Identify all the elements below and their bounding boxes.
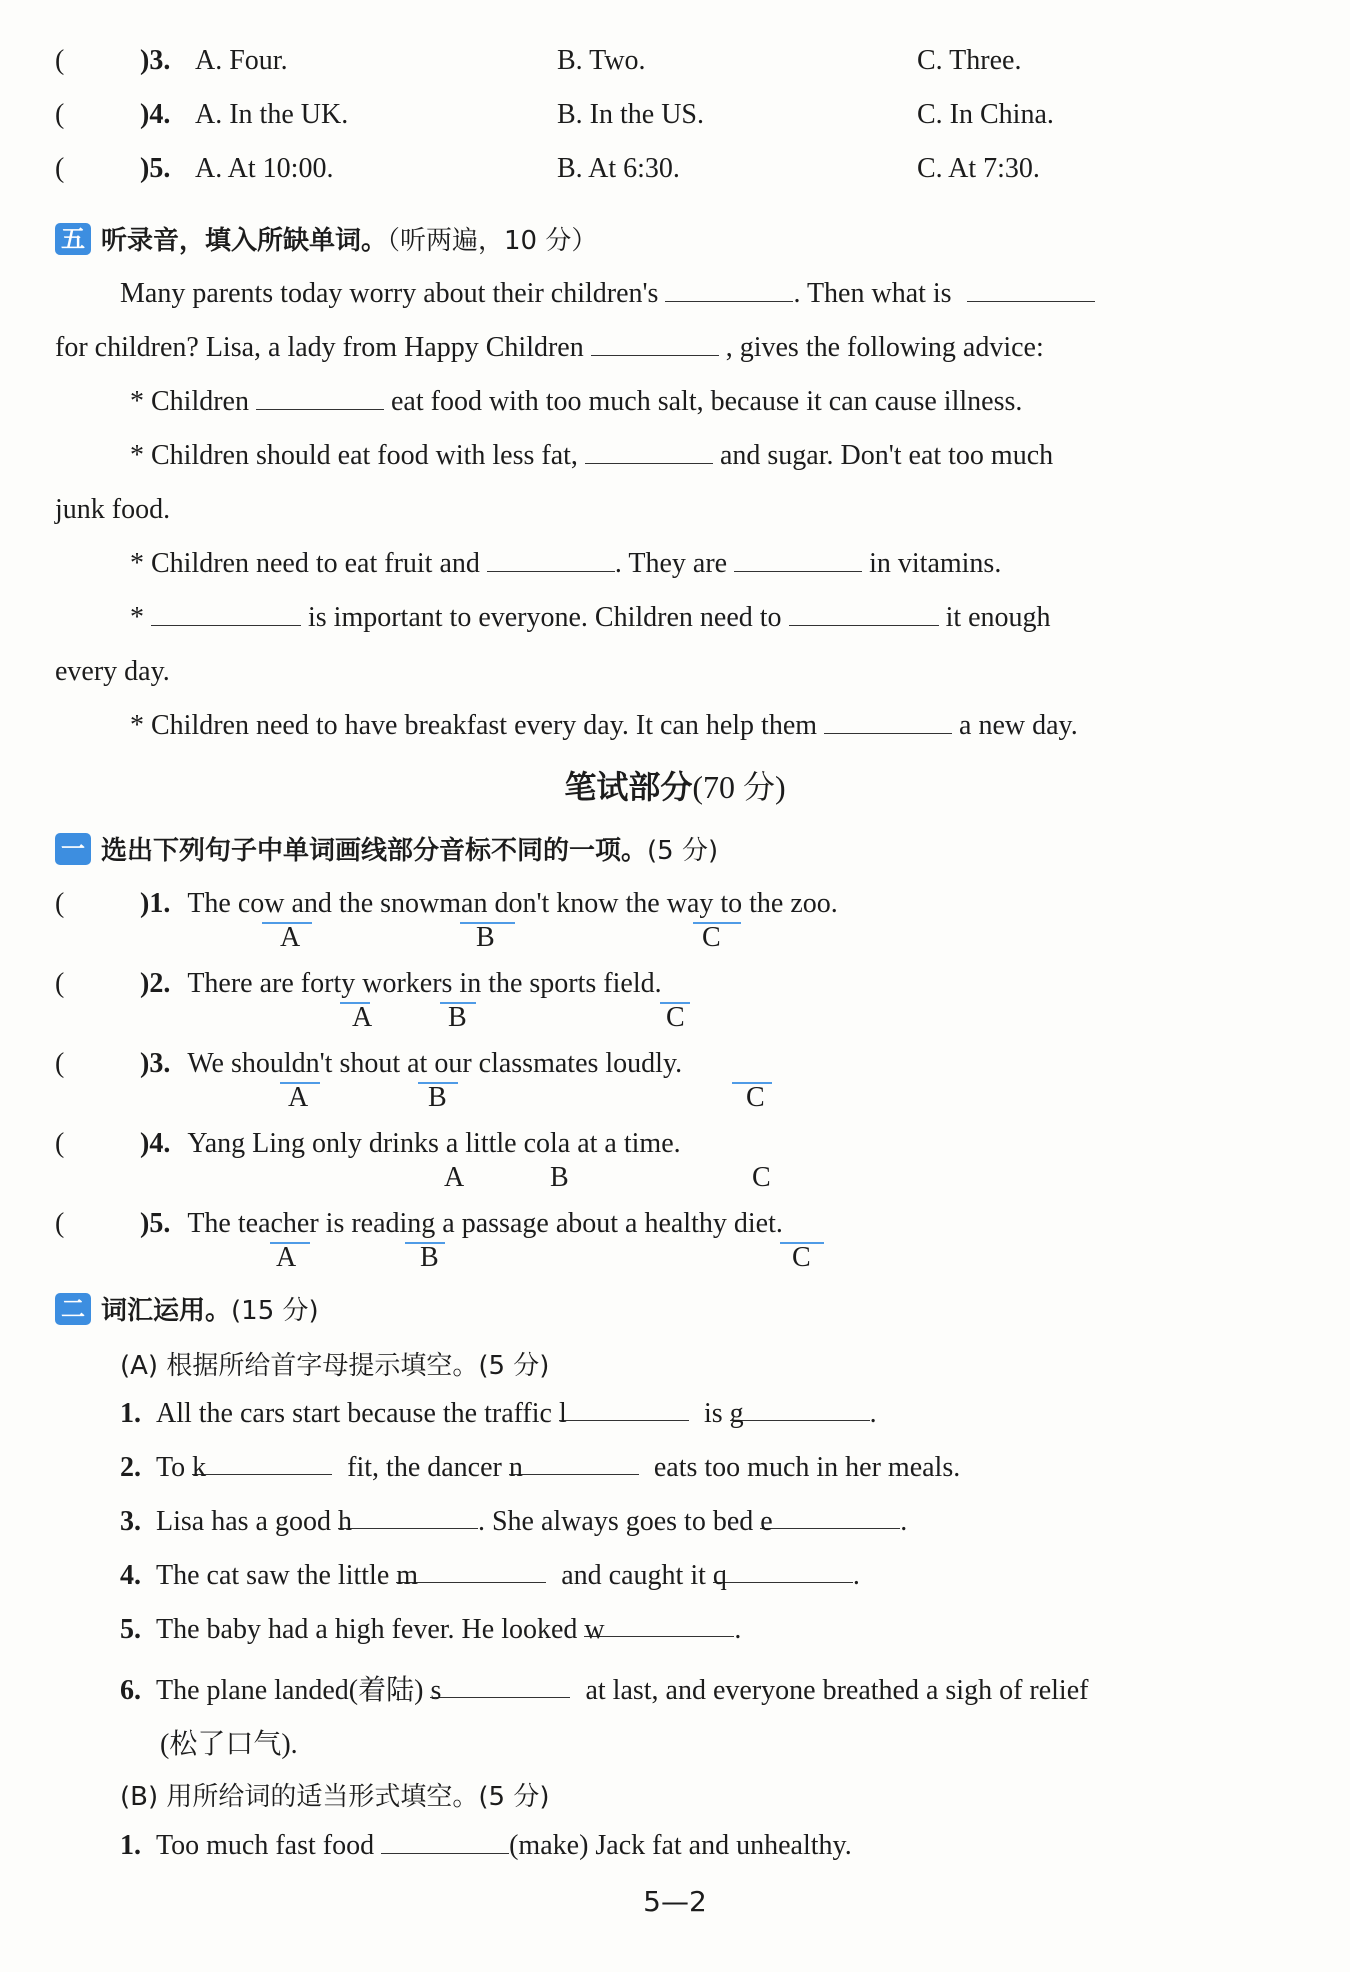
- answer-blank[interactable]: [396, 1560, 546, 1591]
- item-text: .: [869, 1398, 877, 1429]
- item-text: The baby had a high fever. He looked: [156, 1614, 578, 1645]
- phonetic-item-5: [55, 1208, 783, 1240]
- vocab-item-5: [120, 1614, 741, 1646]
- section-points: (5 分): [647, 836, 719, 866]
- choice-label-c: C: [752, 1162, 771, 1193]
- item-number: )4.: [140, 1128, 171, 1159]
- option-c: C. In China.: [917, 99, 1054, 130]
- answer-blank[interactable]: [487, 549, 615, 572]
- passage-text: . They are: [614, 548, 728, 579]
- section-title: 选出下列句子中单词画线部分音标不同的一项。: [101, 836, 648, 866]
- item-sentence: There are forty workers in the sports field.: [187, 968, 662, 999]
- hint-letter: s: [430, 1675, 442, 1706]
- item-number: 2.: [120, 1452, 141, 1483]
- passage-line-2: [55, 332, 1044, 364]
- answer-blank[interactable]: [734, 549, 862, 572]
- option-c: C. Three.: [917, 45, 1022, 76]
- item-sentence: We shouldn't shout at our classmates loudly.: [187, 1048, 683, 1079]
- phonetic-item-4: [55, 1128, 681, 1160]
- passage-text: eat food with too much salt, because it can cause illness.: [391, 386, 1023, 417]
- item-text: fit, the dancer: [347, 1452, 502, 1483]
- hint-letter: q: [712, 1560, 727, 1591]
- part-b-text: (B) 用所给词的适当形式填空。: [120, 1782, 479, 1812]
- phonetic-item-3: [55, 1048, 682, 1080]
- vocab-item-2: [120, 1452, 960, 1484]
- passage-text: a new day.: [959, 710, 1078, 741]
- item-sentence: Yang Ling only drinks a little cola at a time.: [187, 1128, 681, 1159]
- answer-paren: (: [55, 99, 65, 130]
- hint-letter: n: [508, 1452, 523, 1483]
- passage-text: and sugar. Don't eat too much: [719, 440, 1054, 471]
- phonetic-item-1: [55, 888, 838, 920]
- vocab-item-1: [120, 1398, 877, 1430]
- answer-blank[interactable]: [665, 279, 793, 302]
- item-number: 1.: [120, 1830, 141, 1861]
- hint-letter: l: [558, 1398, 567, 1429]
- passage-text: it enough: [945, 602, 1051, 633]
- answer-blank[interactable]: [585, 441, 713, 464]
- vocab-item-4: [120, 1560, 860, 1592]
- section-heading-2: [55, 1290, 319, 1327]
- choice-label-a: A: [288, 1082, 309, 1113]
- passage-text: is important to everyone. Children need to: [308, 602, 782, 633]
- choice-label-b: B: [550, 1162, 569, 1193]
- choice-label-a: A: [276, 1242, 297, 1273]
- choice-label-a: A: [280, 922, 301, 953]
- item-text: (make) Jack fat and unhealthy.: [509, 1830, 852, 1861]
- passage-text: * Children: [130, 386, 249, 417]
- section-points: (15 分): [231, 1296, 319, 1326]
- passage-line-4: [130, 440, 1053, 472]
- part-a-text: (A) 根据所给首字母提示填空。: [120, 1351, 479, 1381]
- passage-line-3: [130, 386, 1022, 418]
- passage-line-8: every day.: [55, 656, 170, 687]
- item-text: and caught it: [561, 1560, 706, 1591]
- written-section-title: [0, 762, 1350, 808]
- item-number: 5.: [120, 1614, 141, 1645]
- passage-line-5: junk food.: [55, 494, 171, 525]
- hint-letter: e: [760, 1506, 773, 1537]
- option-a: A. At 10:00.: [195, 153, 334, 184]
- choice-label-a: A: [352, 1002, 373, 1033]
- passage-line-1: [120, 278, 1095, 310]
- answer-blank[interactable]: [430, 1675, 570, 1706]
- written-points: (70 分): [692, 769, 786, 805]
- item-text: is: [703, 1398, 723, 1429]
- item-number: 6.: [120, 1675, 141, 1706]
- passage-text: for children? Lisa, a lady from Happy Children: [55, 332, 584, 363]
- item-text: The cat saw the little: [156, 1560, 390, 1591]
- written-title-text: 笔试部分: [564, 768, 693, 806]
- hint-letter: m: [396, 1560, 419, 1591]
- listening-item-3: [55, 45, 1022, 77]
- part-b-label: [120, 1776, 550, 1813]
- section-number-badge: 五: [55, 223, 91, 255]
- item-number: 1.: [120, 1398, 141, 1429]
- option-b: B. At 6:30.: [557, 153, 680, 184]
- item-text: .: [734, 1614, 742, 1645]
- hint-letter: k: [192, 1452, 207, 1483]
- item-number: )5.: [140, 1208, 171, 1239]
- answer-paren: (: [55, 1048, 65, 1079]
- hint-letter: g: [729, 1398, 744, 1429]
- answer-paren: (: [55, 1208, 65, 1239]
- answer-blank[interactable]: [824, 711, 952, 734]
- section-heading-5: [55, 220, 597, 257]
- choice-label-b: B: [420, 1242, 439, 1273]
- phonetic-item-2: [55, 968, 662, 1000]
- answer-paren: (: [55, 1128, 65, 1159]
- answer-blank[interactable]: [508, 1452, 639, 1483]
- passage-text: * Children should eat food with less fat,: [130, 440, 578, 471]
- vocab-item-6-continued: (松了口气).: [160, 1729, 298, 1760]
- answer-paren: (: [55, 153, 65, 184]
- choice-label-c: C: [746, 1082, 765, 1113]
- choice-label-c: C: [666, 1002, 685, 1033]
- choice-label-a: A: [444, 1162, 465, 1193]
- item-number: )3.: [140, 45, 171, 76]
- part-a-points: (5 分): [478, 1351, 550, 1381]
- answer-blank[interactable]: [591, 333, 719, 356]
- item-text: at last, and everyone breathed a sigh of relief: [585, 1675, 1089, 1706]
- answer-blank[interactable]: [558, 1398, 689, 1429]
- item-text: Too much fast food: [156, 1830, 375, 1861]
- choice-label-c: C: [702, 922, 721, 953]
- choice-label-b: B: [428, 1082, 447, 1113]
- option-a: A. Four.: [195, 45, 288, 76]
- section-heading-1: [55, 830, 718, 867]
- answer-paren: (: [55, 45, 65, 76]
- answer-blank[interactable]: [584, 1614, 734, 1645]
- item-text: Lisa has a good: [156, 1506, 331, 1537]
- item-text: .: [900, 1506, 908, 1537]
- option-c: C. At 7:30.: [917, 153, 1040, 184]
- form-item-1: [120, 1830, 852, 1862]
- option-b: B. Two.: [557, 45, 646, 76]
- answer-blank[interactable]: [729, 1398, 870, 1429]
- answer-blank[interactable]: [789, 603, 939, 626]
- passage-text: *: [130, 602, 144, 633]
- answer-blank[interactable]: [151, 603, 301, 626]
- item-text: All the cars start because the traffic: [156, 1398, 552, 1429]
- choice-label-c: C: [792, 1242, 811, 1273]
- item-number: 3.: [120, 1506, 141, 1537]
- passage-text: in vitamins.: [869, 548, 1002, 579]
- hint-letter: h: [337, 1506, 352, 1537]
- item-text: The plane landed(着陆): [156, 1675, 424, 1706]
- item-text: .: [852, 1560, 860, 1591]
- item-number: )3.: [140, 1048, 171, 1079]
- listening-item-4: [55, 99, 1054, 131]
- page-number: 5—2: [643, 1885, 707, 1918]
- choice-label-b: B: [476, 922, 495, 953]
- section-title: 听录音，填入所缺单词。: [101, 226, 388, 256]
- answer-paren: (: [55, 968, 65, 999]
- passage-text: * Children need to have breakfast every day. It can help them: [130, 710, 818, 741]
- answer-blank[interactable]: [337, 1506, 478, 1537]
- listening-item-5: [55, 153, 1040, 185]
- item-number: )2.: [140, 968, 171, 999]
- item-number: 4.: [120, 1560, 141, 1591]
- passage-text: , gives the following advice:: [725, 332, 1044, 363]
- choice-label-b: B: [448, 1002, 467, 1033]
- part-a-label: [120, 1345, 549, 1382]
- passage-line-7: [130, 602, 1051, 634]
- passage-text: * Children need to eat fruit and: [130, 548, 480, 579]
- answer-blank[interactable]: [192, 1452, 332, 1483]
- part-b-points: (5 分): [478, 1782, 550, 1812]
- answer-blank[interactable]: [760, 1506, 900, 1537]
- option-a: A. In the UK.: [195, 99, 349, 130]
- item-text: eats too much in her meals.: [653, 1452, 961, 1483]
- option-b: B. In the US.: [557, 99, 704, 130]
- item-sentence: The cow and the snowman don't know the way to the zoo.: [187, 888, 838, 919]
- item-number: )4.: [140, 99, 171, 130]
- vocab-item-3: [120, 1506, 907, 1538]
- answer-blank[interactable]: [256, 387, 384, 410]
- section-points: （听两遍，10 分）: [387, 226, 598, 256]
- answer-blank[interactable]: [381, 1831, 509, 1854]
- item-number: )1.: [140, 888, 171, 919]
- passage-text: . Then what is: [793, 278, 952, 309]
- section-number-badge: 一: [55, 833, 91, 865]
- item-sentence: The teacher is reading a passage about a healthy diet.: [187, 1208, 783, 1239]
- section-number-badge: 二: [55, 1293, 91, 1325]
- item-text: . She always goes to bed: [477, 1506, 754, 1537]
- answer-blank[interactable]: [967, 279, 1095, 302]
- section-title: 词汇运用。: [101, 1296, 232, 1326]
- passage-line-9: [130, 710, 1078, 742]
- hint-letter: w: [584, 1614, 605, 1645]
- item-text: To: [156, 1452, 186, 1483]
- vocab-item-6: [120, 1668, 1088, 1708]
- passage-text: Many parents today worry about their children's: [120, 278, 659, 309]
- answer-paren: (: [55, 888, 65, 919]
- item-number: )5.: [140, 153, 171, 184]
- answer-blank[interactable]: [712, 1560, 853, 1591]
- passage-line-6: [130, 548, 1001, 580]
